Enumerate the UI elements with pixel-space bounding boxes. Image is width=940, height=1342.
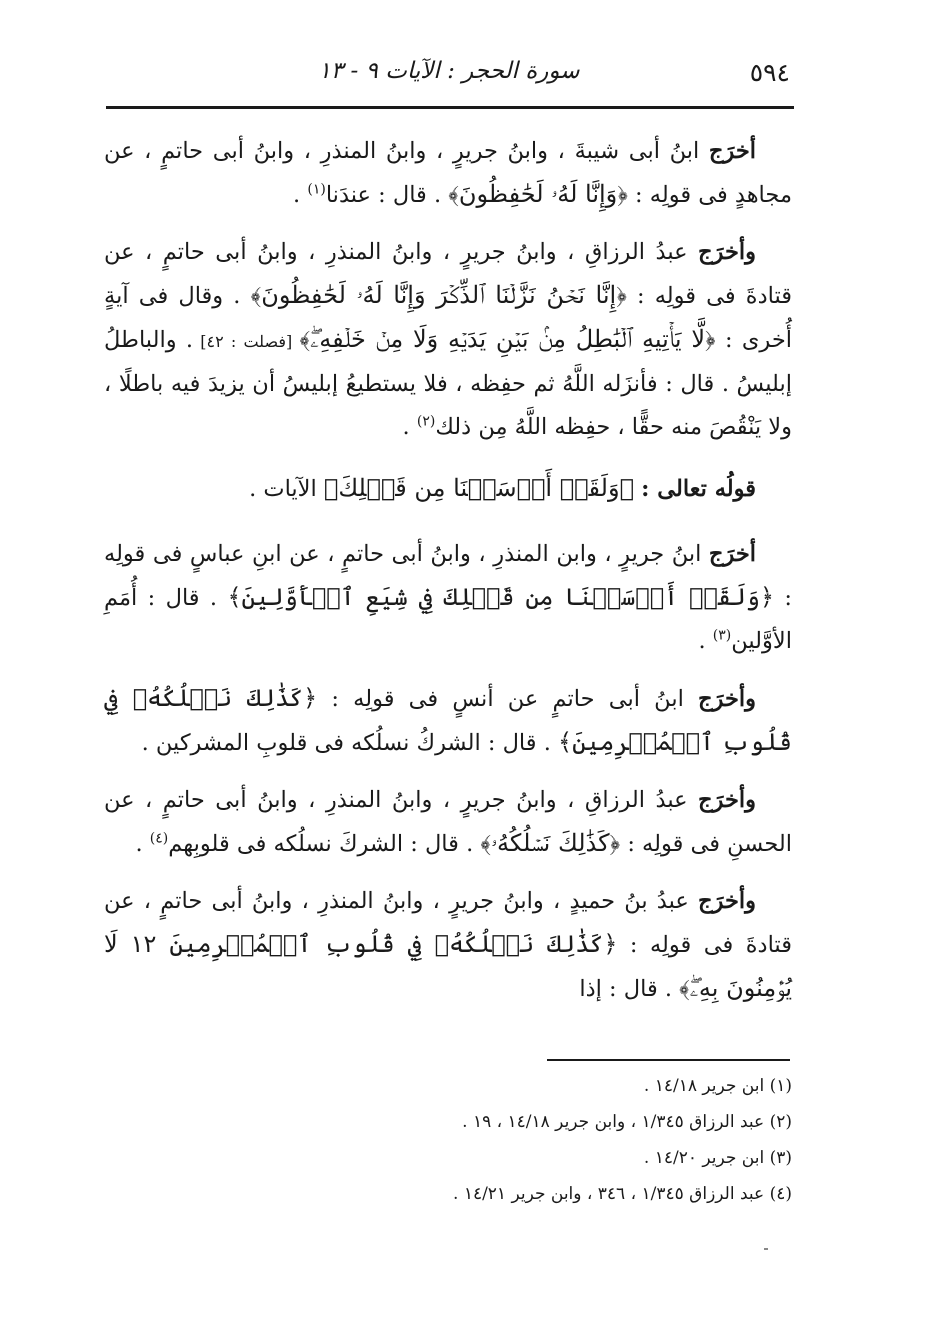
paragraph <box>104 779 792 866</box>
paragraph <box>104 231 792 449</box>
main-text <box>104 130 792 1025</box>
section-heading <box>104 467 792 511</box>
body-text: الآيات . <box>249 476 324 502</box>
footnote-rule <box>547 1059 790 1061</box>
body-text: . <box>293 182 308 208</box>
page-header <box>108 52 790 96</box>
body-text: . <box>698 628 713 654</box>
paragraph-lead: وأخرَج <box>698 787 756 813</box>
body-text: . قال : إذا <box>579 976 680 1002</box>
body-text: . وقال فى آيةٍ أُخرى : <box>104 283 793 353</box>
body-text: . قال : الشركَ نسلُكه فى قلوبِهم <box>168 831 481 857</box>
body-text: ابنُ أبى شيبةَ ، وابنُ جريرٍ ، وابنُ المنذرِ ، وابنُ أبى حاتمٍ ، عن مجاهدٍ فى قولِه : <box>104 138 792 208</box>
header-rule <box>106 106 794 109</box>
quran-quote: ﴿وَلَقَدۡ أَرۡسَلۡنَا مِن قَبۡلِكَ فِي شِيَعِ ٱلۡأَوَّلِينَ﴾ <box>227 583 775 611</box>
body-text: ابنُ أبى حاتمٍ عن أنسٍ فى قولِه : <box>317 686 699 712</box>
quran-quote: ﴿كَذَٰلِكَ نَسۡلُكُهُۥ﴾ <box>480 829 621 857</box>
footnote: (١) ابن جرير ١٤/١٨ . <box>643 1076 792 1096</box>
footnote-marker: (٢) <box>416 413 436 430</box>
footnote-marker: (٣) <box>712 627 732 644</box>
running-title: سورة الحجر : الآيات ٩ - ١٣ <box>318 58 580 84</box>
quran-quote: ﴿لَّا يَأۡتِيهِ ٱلۡبَٰطِلُ مِنۢ بَيۡنِ يَدَيۡهِ وَلَا مِنۡ خَلۡفِهِۦۖ﴾ <box>299 325 716 353</box>
body-text: . قال : أُمَمِ الأوَّلين <box>104 585 792 654</box>
scan-speck <box>764 1248 768 1250</box>
body-text: . قال : عندَنا <box>325 182 449 208</box>
body-text: عبدُ الرزاقِ ، وابنُ جريرٍ ، وابنُ المنذرِ ، وابنُ أبى حاتمٍ ، عن الحسنِ فى قولِه : <box>104 787 792 857</box>
paragraph-lead: وأخرَج <box>698 239 756 265</box>
paragraph <box>104 677 792 765</box>
verse-reference: [فصلت : ٤٢] <box>193 332 300 351</box>
paragraph <box>104 533 792 663</box>
body-text: . قال : الشركُ نسلُكه فى قلوبِ المشركين . <box>141 730 558 756</box>
paragraph-lead: وأخرَج <box>698 686 756 712</box>
paragraph <box>104 130 792 217</box>
body-text: . والباطلُ إبليسُ . قال : فأنزَله اللَّهُ ثم حفِظه ، فلا يستطيعُ إبليسُ أن يزيدَ فيه باطلًا ، ولا يَنْقُصَ منه حقًّا ، حفِظه اللَّهُ مِن ذلك <box>104 327 792 440</box>
footnotes <box>104 1068 792 1212</box>
body-text: . <box>135 831 150 857</box>
footnote-marker: (١) <box>307 181 326 198</box>
quran-quote: ﴿إِنَّا نَحۡنُ نَزَّلۡنَا ٱلذِّكۡرَ وَإِنَّا لَهُۥ لَحَٰفِظُونَ﴾ <box>250 281 627 309</box>
quran-quote: ﴿وَلَقَدۡ أَرۡسَلۡنَا مِن قَبۡلِكَ﴾ <box>323 474 634 502</box>
quran-quote: ﴿كَذَٰلِكَ نَسۡلُكُهُۥ فِي قُلُوبِ ٱلۡمُجۡرِمِينَ ١٢ لَا يُؤۡمِنُونَ بِهِۦۖ﴾ <box>104 930 792 1002</box>
paragraph-lead: أخرَج <box>708 138 756 164</box>
footnote-marker: (٤) <box>149 830 169 847</box>
footnote: (٤) عبد الرزاق ١/٣٤٥ ، ٣٤٦ ، وابن جرير ١٤/٢١ . <box>453 1184 792 1204</box>
page-number: ٥٩٤ <box>749 58 790 87</box>
paragraph-lead: وأخرَج <box>698 888 756 914</box>
quran-quote: ﴿وَإِنَّا لَهُۥ لَحَٰفِظُونَ﴾ <box>448 180 628 208</box>
body-text: . <box>402 414 417 440</box>
footnote: (٣) ابن جرير ١٤/٢٠ . <box>643 1148 792 1168</box>
quran-quote: ﴿كَذَٰلِكَ نَسۡلُكُهُۥ فِي قُلُوبِ ٱلۡمُجۡرِمِينَ﴾ <box>104 684 792 756</box>
footnote: (٢) عبد الرزاق ١/٣٤٥ ، وابن جرير ١٤/١٨ ، ١٩ . <box>462 1112 792 1132</box>
body-text: ابنُ جريرٍ ، وابن المنذرِ ، وابنُ أبى حاتمٍ ، عن ابنِ عباسٍ فى قولِه : <box>104 541 793 611</box>
body-text: عبدُ الرزاقِ ، وابنُ جريرٍ ، وابنُ المنذرِ ، وابنُ أبى حاتمٍ ، عن قتادةَ فى قولِه : <box>104 239 792 309</box>
paragraph-lead: قولُه تعالى : <box>641 476 756 502</box>
paragraph-lead: أخرَج <box>708 541 756 567</box>
body-text: عبدُ بنُ حميدٍ ، وابنُ جريرٍ ، وابنُ المنذرِ ، وابنُ أبى حاتمٍ ، عن قتادةَ فى قولِه : <box>104 888 792 958</box>
paragraph <box>104 880 792 1011</box>
